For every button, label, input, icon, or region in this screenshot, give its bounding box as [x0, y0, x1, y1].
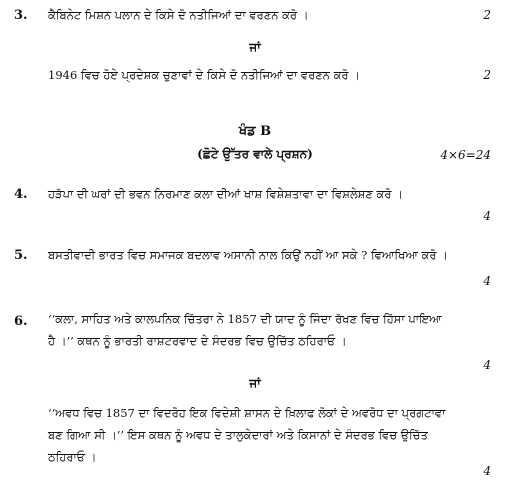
question-text: ‘‘ਕਲਾ, ਸਾਹਿਤ ਅਤੇ ਕਾਲਪਨਿਕ ਚਿੱਤਰਾ ਨੇ 1857 ਦੀ ਯਾਦ ਨੂੰ ਜਿੰਦਾ ਰੱਖਣ ਵਿਚ ਹਿੱਸਾ ਪਾਇਆ ਹੈ ।’’ ਕਥਨ ਨੂੰ ਭਾਰਤੀ ਰਾਸ਼ਟਰਵਾਦ ਦੇ ਸੰਦਰਭ ਵਿਚ ਉਚਿੱਤ ਠਹਿਰਾਓ । — [48, 312, 442, 348]
or-separator: ਜਾਂ — [249, 376, 261, 390]
question-marks: 2 — [483, 8, 491, 22]
question-alt-marks: 4 — [483, 464, 491, 478]
or-separator: ਜਾਂ — [249, 40, 261, 54]
question-marks: 4 — [483, 274, 491, 288]
section-title: ਖੰਡ B — [238, 124, 272, 139]
question-alt-text: 1946 ਵਿਚ ਹੋਏ ਪ੍ਰਦੇਸ਼ਕ ਚੁਣਾਵਾਂ ਦੇ ਕਿਸੇ ਦੋ ਨਤੀਜਿਆਂ ਦਾ ਵਰਣਨ ਕਰੋ । — [48, 68, 360, 82]
question-number: 6. — [14, 314, 28, 329]
question-marks: 4 — [483, 358, 491, 372]
section-marks: 4×6=24 — [440, 148, 491, 162]
question-number: 3. — [14, 8, 28, 23]
question-text: ਕੈਬਿਨੇਟ ਮਿਸ਼ਨ ਪਲਾਨ ਦੇ ਕਿਸੇ ਦੋ ਨਤੀਜਿਆਂ ਦਾ ਵਰਣਨ ਕਰੋ । — [48, 8, 309, 22]
question-number: 5. — [14, 248, 28, 263]
question-text: ਹੜੱਪਾ ਦੀ ਘਰਾਂ ਦੀ ਭਵਨ ਨਿਰਮਾਣ ਕਲਾ ਦੀਆਂ ਖਾਸ਼ ਵਿਸ਼ੇਸ਼ਤਾਵਾ ਦਾ ਵਿਸ਼ਲੇਸ਼ਣ ਕਰੋ । — [48, 187, 403, 201]
section-subtitle: (ਛੋਟੇ ਉੱਤਰ ਵਾਲੇ ਪ੍ਰਸ਼ਨ) — [197, 147, 313, 161]
question-alt-marks: 2 — [483, 68, 491, 82]
question-text: ਬਸਤੀਵਾਦੀ ਭਾਰਤ ਵਿਚ ਸਮਾਜਕ ਬਦਲਾਵ ਅਸਾਨੀ ਨਾਲ ਕਿਉਂ ਨਹੀਂ ਆ ਸਕੇ ? ਵਿਆਖਿਆ ਕਰੋ । — [48, 248, 448, 262]
question-alt-text: ‘‘ਅਵਧ ਵਿਚ 1857 ਦਾ ਵਿਦਰੋਹ ਇਕ ਵਿਦੇਸ਼ੀ ਸ਼ਾਸਨ ਦੇ ਖ਼ਿਲਾਫ ਲੋਕਾਂ ਦੇ ਅਵਰੋਧ ਦਾ ਪ੍ਰਗਟਾਵਾ ਬਣ ਗਿਆ ਸੀ ।’’ ਇਸ ਕਥਨ ਨੂੰ ਅਵਧ ਦੇ ਤਾਲੁਕੇਦਾਰਾਂ ਅਤੇ ਕਿਸਾਨਾਂ ਦੇ ਸੰਦਰਭ ਵਿਚ ਉਚਿੱਤ ਠਹਿਰਾਓ । — [48, 406, 446, 464]
question-marks: 4 — [483, 209, 491, 223]
question-number: 4. — [14, 187, 28, 202]
